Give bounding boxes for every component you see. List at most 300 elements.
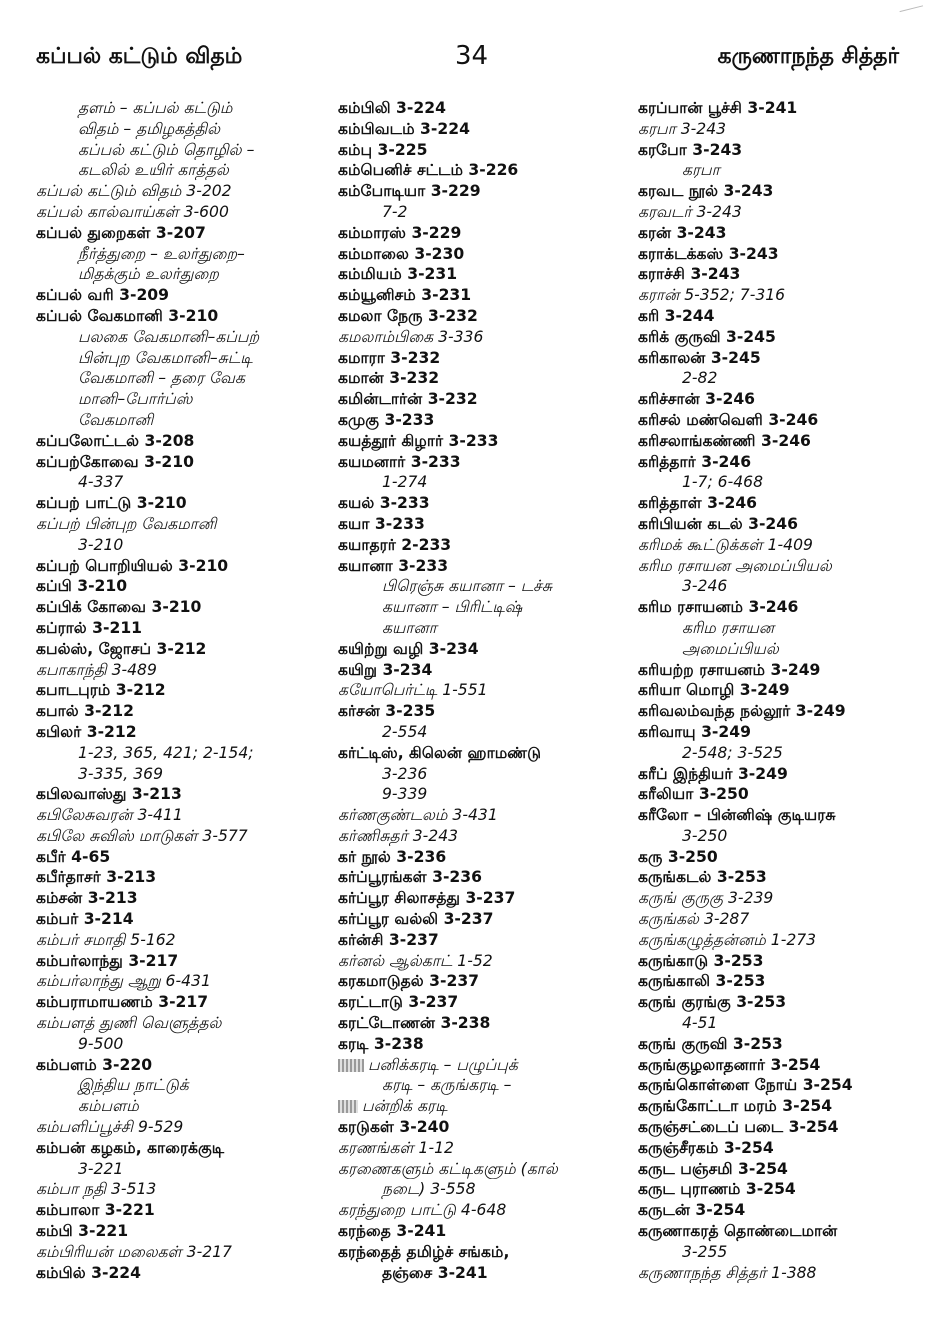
- index-entry: [638, 847, 938, 868]
- index-entry: [638, 389, 938, 410]
- index-entry: [36, 1263, 336, 1284]
- index-entry-text: கருட பஞ்சமி 3-254: [638, 1159, 788, 1178]
- index-entry: [36, 1242, 336, 1263]
- index-entry: [638, 223, 938, 244]
- index-entry-text: கபிலே சுவிஸ் மாடுகள் 3-577: [36, 826, 248, 845]
- index-entry-text: கம்போடியா 3-229: [338, 182, 481, 201]
- index-entry: [338, 452, 638, 473]
- index-entry-text: கம்பராமாயணம் 3-217: [36, 993, 209, 1012]
- index-entry-text: கம்பா நதி 3-513: [36, 1180, 157, 1199]
- index-entry-text: 7-2: [382, 202, 408, 221]
- index-entry-text: கர்ன்சி 3-237: [338, 930, 439, 949]
- index-entry-text: கம்பர் 3-214: [36, 910, 134, 929]
- index-entry-text: கரவட நூல் 3-243: [638, 182, 774, 201]
- index-entry-text: கரடி – கருங்கரடி –: [382, 1076, 512, 1095]
- index-entry: [638, 784, 938, 805]
- index-entry-text: கரகமாடுதல் 3-237: [338, 972, 480, 991]
- index-entry-text: கர்ப்பூர சிலாசத்து 3-237: [338, 889, 516, 908]
- index-entry: [338, 971, 638, 992]
- index-entry: [36, 576, 336, 597]
- index-entry-text: கருங்காலி 3-253: [638, 972, 766, 991]
- index-entry: [36, 431, 336, 452]
- index-entry: [338, 368, 638, 389]
- index-entry-text: தஞ்சை 3-241: [382, 1263, 488, 1282]
- index-entry-text: கமலாம்பிகை 3-336: [338, 327, 484, 346]
- index-entry: [638, 160, 938, 181]
- index-entry-text: 3-250: [682, 826, 728, 845]
- index-entry-text: கபீர்தாசர் 3-213: [36, 868, 157, 887]
- index-entry-text: 2-554: [382, 722, 428, 741]
- index-entry-text: கரிகாலன் 3-245: [638, 348, 761, 367]
- index-entry-text: கம்பளிப்பூச்சி 9-529: [36, 1118, 184, 1137]
- index-entry-text: கம்யூனிசம் 3-231: [338, 286, 472, 305]
- index-entry-text: கபிலர் 3-212: [36, 722, 137, 741]
- index-entry-text: கரபா: [682, 161, 720, 180]
- index-entry-text: கரி 3-244: [638, 306, 715, 325]
- index-entry: [638, 556, 938, 577]
- index-entry-text: கப்பல் கால்வாய்கள் 3-600: [36, 202, 229, 221]
- index-entry: [338, 306, 638, 327]
- index-entry: [36, 639, 336, 660]
- index-entry: [36, 160, 336, 181]
- page-header: [0, 0, 939, 90]
- index-entry-text: பனிக்கரடி – பழுப்புக்: [368, 1055, 518, 1074]
- index-entry: [338, 535, 638, 556]
- index-entry-text: கருங் குருவி 3-253: [638, 1034, 783, 1053]
- index-entry-text: கர்ணிசுதர் 3-243: [338, 826, 459, 845]
- index-entry-text: 1-274: [382, 473, 428, 492]
- index-entry: [338, 327, 638, 348]
- index-entry-text: 1-7; 6-468: [682, 473, 763, 492]
- index-entry-text: கரித்தாள் 3-246: [638, 494, 758, 513]
- index-entry: [338, 992, 638, 1013]
- index-entry-text: கரபா 3-243: [638, 119, 727, 138]
- index-entry-text: கம்பிரியன் மலைகள் 3-217: [36, 1242, 232, 1261]
- index-entry-text: தளம் – கப்பல் கட்டும்: [78, 99, 233, 117]
- index-entry: [338, 202, 638, 223]
- index-entry: [638, 1096, 938, 1117]
- index-entry-text: கம்மாரஸ் 3-229: [338, 223, 462, 242]
- index-entry: [338, 597, 638, 618]
- index-entry-text: கரான் 5-352; 7-316: [638, 286, 786, 305]
- index-entry: [638, 1055, 938, 1076]
- index-entry: [36, 348, 336, 369]
- index-entry-text: பிரெஞ்சு கயானா – டச்சு: [382, 577, 552, 596]
- index-entry-text: கப்பலோட்டல் 3-208: [36, 431, 195, 450]
- index-entry-text: கர்ப்பூர வல்லி 3-237: [338, 910, 494, 929]
- index-entry-text: கயாதரர் 2-233: [338, 535, 452, 554]
- index-entry: [638, 264, 938, 285]
- index-entry: [638, 431, 938, 452]
- index-entry: [338, 1221, 638, 1242]
- index-entry-text: கருடன் 3-254: [638, 1201, 746, 1220]
- index-entry-text: கயானா – பிரிட்டிஷ்: [382, 598, 523, 617]
- index-entry: [338, 1138, 638, 1159]
- index-entry: [638, 888, 938, 909]
- index-entry: [638, 618, 938, 639]
- index-entry-text: வேகமானி: [78, 410, 154, 429]
- index-entry: [638, 660, 938, 681]
- index-entry-text: அமைப்பியல்: [682, 639, 779, 658]
- index-entry: [638, 1179, 938, 1200]
- index-entry: [36, 847, 336, 868]
- running-head-left: கப்பல் கட்டும் விதம்: [36, 44, 243, 69]
- index-entry: [36, 452, 336, 473]
- index-entry-text: மானி–போர்ப்ஸ்: [78, 390, 193, 409]
- index-entry-text: கரிவலம்வந்த நல்லூர் 3-249: [638, 702, 846, 721]
- index-entry-text: கரிக் குருவி 3-245: [638, 327, 776, 346]
- index-entry: [638, 722, 938, 743]
- index-entry: [638, 306, 938, 327]
- index-entry: [338, 951, 638, 972]
- index-entry: [638, 140, 938, 161]
- index-entry: [638, 1159, 938, 1180]
- index-entry: [338, 1055, 638, 1076]
- index-entry: [638, 119, 938, 140]
- index-entry: [638, 493, 938, 514]
- index-entry-text: கரப்பான் பூச்சி 3-241: [638, 99, 798, 117]
- index-entry-text: கம்பளத் துணி வெளுத்தல்: [36, 1014, 222, 1033]
- index-entry-text: கரட்டாடு 3-237: [338, 993, 459, 1012]
- index-entry: [338, 1200, 638, 1221]
- index-entry: [638, 826, 938, 847]
- index-entry: [36, 1138, 336, 1159]
- index-entry-text: கரிவாயு 3-249: [638, 722, 751, 741]
- index-entry-text: கப்பல் கட்டும் விதம் 3-202: [36, 182, 232, 201]
- index-entry: [36, 264, 336, 285]
- index-entry-text: கராச்சி 3-243: [638, 265, 741, 284]
- index-entry: [36, 743, 336, 764]
- index-entry-text: 3-210: [78, 535, 124, 554]
- index-entry-text: கரட்டோணன் 3-238: [338, 1014, 491, 1033]
- index-entry-text: 3-246: [682, 577, 728, 596]
- index-entry-text: கமாரா 3-232: [338, 348, 441, 367]
- index-entry: [36, 368, 336, 389]
- index-entry-text: கம்பு 3-225: [338, 140, 428, 159]
- index-entry: [36, 181, 336, 202]
- index-entry: [338, 410, 638, 431]
- index-entry: [338, 909, 638, 930]
- index-entry: [338, 514, 638, 535]
- index-entry: [36, 971, 336, 992]
- index-entry-text: கர் நூல் 3-236: [338, 847, 447, 866]
- index-entry-text: கபாடபுரம் 3-212: [36, 681, 166, 700]
- index-entry-text: கரபோ 3-243: [638, 140, 743, 159]
- index-entry: [338, 160, 638, 181]
- index-entry-text: கப்பற்கோவை 3-210: [36, 452, 194, 471]
- index-entry-text: கம்பிவடம் 3-224: [338, 119, 470, 138]
- index-entry-text: பலகை வேகமானி–கப்பற்: [78, 327, 260, 346]
- index-entry-text: கருங்கடல் 3-253: [638, 868, 767, 887]
- index-entry: [338, 1179, 638, 1200]
- index-entry-text: கரவடர் 3-243: [638, 202, 742, 221]
- index-entry-text: கரிசல் மண்வெளி 3-246: [638, 410, 819, 429]
- index-entry-text: கருங் குரங்கு 3-253: [638, 993, 787, 1012]
- index-entry-text: கரீலியா 3-250: [638, 785, 749, 804]
- index-entry: [338, 556, 638, 577]
- index-entry-text: கமலா நேரு 3-232: [338, 306, 478, 325]
- index-entry: [36, 930, 336, 951]
- index-entry: [338, 680, 638, 701]
- index-entry-text: கரன் 3-243: [638, 223, 727, 242]
- index-entry: [638, 514, 938, 535]
- index-column-2: [338, 98, 638, 1283]
- index-entry-text: கம்சன் 3-213: [36, 889, 138, 908]
- index-entry-text: கயோபெர்ட்டி 1-551: [338, 681, 488, 700]
- index-entry: [36, 826, 336, 847]
- index-entry: [36, 784, 336, 805]
- index-entry: [638, 1075, 938, 1096]
- index-entry: [36, 535, 336, 556]
- index-entry-text: கப்பி 3-210: [36, 577, 128, 596]
- index-entry: [638, 1138, 938, 1159]
- index-entry: [638, 1200, 938, 1221]
- index-entry: [36, 618, 336, 639]
- index-entry-text: பின்புற வேகமானி–சுட்டி: [78, 348, 253, 367]
- index-entry: [338, 244, 638, 265]
- index-entry: [638, 202, 938, 223]
- index-entry-text: 9-500: [78, 1034, 124, 1053]
- index-column-3: [638, 98, 938, 1283]
- index-entry-text: கரடி 3-238: [338, 1034, 424, 1053]
- index-entry: [36, 244, 336, 265]
- index-entry-text: கருணாகரத் தொண்டைமான்: [638, 1222, 838, 1241]
- index-entry-text: கரீப் இந்தியர் 3-249: [638, 764, 788, 783]
- index-entry: [338, 1242, 638, 1263]
- index-entry: [338, 1034, 638, 1055]
- index-entry-text: கரிபியன் கடல் 3-246: [638, 514, 798, 533]
- index-entry: [638, 535, 938, 556]
- index-entry-text: 9-339: [382, 785, 428, 804]
- index-entry: [638, 1263, 938, 1284]
- index-entry: [338, 348, 638, 369]
- index-entry: [338, 930, 638, 951]
- index-entry: [36, 1179, 336, 1200]
- index-entry-text: கம்பளம்: [78, 1097, 139, 1116]
- index-entry-text: கர்னல் ஆல்காட் 1-52: [338, 951, 493, 970]
- index-entry: [36, 909, 336, 930]
- index-entry: [338, 493, 638, 514]
- index-entry-text: கமுகு 3-233: [338, 410, 435, 429]
- index-entry: [638, 452, 938, 473]
- index-entry: [638, 1034, 938, 1055]
- index-entry-text: 3-221: [78, 1159, 124, 1178]
- index-entry: [338, 701, 638, 722]
- index-entry-text: கயமனார் 3-233: [338, 452, 461, 471]
- index-entry: [338, 847, 638, 868]
- index-entry-text: கப்பற் பாட்டு 3-210: [36, 494, 187, 513]
- index-entry-text: 1-23, 365, 421; 2-154;: [78, 743, 254, 762]
- index-entry: [36, 1200, 336, 1221]
- index-entry-text: கம்பளம் 3-220: [36, 1055, 153, 1074]
- index-entry: [36, 992, 336, 1013]
- index-entry-text: 4-337: [78, 473, 124, 492]
- index-entry: [36, 888, 336, 909]
- index-entry: [36, 1013, 336, 1034]
- index-entry-text: கப்பற் பொறியியல் 3-210: [36, 556, 229, 575]
- index-entry-text: கபல்ஸ், ஜோசப் 3-212: [36, 639, 207, 658]
- index-entry: [338, 764, 638, 785]
- index-entry: [36, 327, 336, 348]
- index-entry: [338, 722, 638, 743]
- index-entry: [638, 1013, 938, 1034]
- index-entry: [36, 285, 336, 306]
- index-entry-text: கரிமக் கூட்டுக்கள் 1-409: [638, 535, 813, 554]
- index-entry: [638, 701, 938, 722]
- index-entry-text: மிதக்கும் உலர்துறை: [78, 265, 219, 284]
- index-entry: [338, 181, 638, 202]
- index-entry-text: கயிற்று வழி 3-234: [338, 639, 479, 658]
- index-entry: [338, 1075, 638, 1096]
- index-entry-text: கப்பல் வரி 3-209: [36, 286, 170, 305]
- index-entry: [638, 992, 938, 1013]
- index-entry: [338, 1096, 638, 1117]
- index-entry-text: கருட புராணம் 3-254: [638, 1180, 796, 1199]
- index-entry: [36, 140, 336, 161]
- index-entry-text: கயல் 3-233: [338, 494, 430, 513]
- index-entry-text: கப்பற் பின்புற வேகமானி: [36, 514, 217, 533]
- index-entry-text: கம்பிலி 3-224: [338, 99, 446, 117]
- index-entry: [36, 1221, 336, 1242]
- index-entry: [638, 1117, 938, 1138]
- index-entry: [36, 1055, 336, 1076]
- index-entry-text: கருங்கொள்ளை நோய் 3-254: [638, 1076, 853, 1095]
- index-entry-text: கரிம ரசாயனம் 3-246: [638, 598, 799, 617]
- index-entry-text: கம்பாலா 3-221: [36, 1201, 155, 1220]
- index-entry: [338, 1013, 638, 1034]
- index-entry: [638, 472, 938, 493]
- index-entry: [638, 680, 938, 701]
- index-entry: [638, 368, 938, 389]
- index-entry: [36, 1034, 336, 1055]
- running-head-right: கருணாநந்த சித்தர்: [717, 44, 899, 69]
- index-entry: [638, 639, 938, 660]
- index-entry: [36, 597, 336, 618]
- index-entry-text: கம்மியம் 3-231: [338, 265, 458, 284]
- index-column-1: [36, 98, 336, 1283]
- index-entry: [338, 389, 638, 410]
- index-entry-text: கருஞ்சட்டைப் படை 3-254: [638, 1118, 839, 1137]
- page-number: 34: [455, 41, 489, 71]
- index-entry-text: நீர்த்துறை – உலர்துறை–: [78, 244, 245, 263]
- index-entry-text: 3-236: [382, 764, 428, 783]
- index-entry: [638, 244, 938, 265]
- index-entry-text: கருங்கோட்டா மரம் 3-254: [638, 1097, 833, 1116]
- index-entry: [638, 951, 938, 972]
- index-entry: [36, 514, 336, 535]
- index-entry-text: கர்ப்பூரங்கள் 3-236: [338, 868, 482, 887]
- index-entry: [338, 140, 638, 161]
- index-entry: [338, 1117, 638, 1138]
- index-entry: [638, 576, 938, 597]
- index-entry: [338, 826, 638, 847]
- index-entry: [36, 98, 336, 119]
- index-entry: [36, 867, 336, 888]
- index-entry-text: கரடுகள் 3-240: [338, 1118, 450, 1137]
- index-entry-text: கரிம ரசாயன அமைப்பியல்: [638, 556, 832, 575]
- index-entry-text: கம்பர் சமாதி 5-162: [36, 930, 176, 949]
- index-entry-text: கபிலேசுவரன் 3-411: [36, 806, 183, 825]
- index-entry-text: இந்திய நாட்டுக்: [78, 1076, 189, 1095]
- index-entry: [638, 805, 938, 826]
- index-entry-text: கரணைகளும் கட்டிகளும் (கால்: [338, 1159, 558, 1178]
- index-entry-text: கம்பில் 3-224: [36, 1263, 141, 1282]
- index-entry-text: கருஞ்சீரகம் 3-254: [638, 1138, 774, 1157]
- index-entry: [36, 1159, 336, 1180]
- index-entry: [36, 306, 336, 327]
- index-entry: [36, 223, 336, 244]
- index-entry: [638, 181, 938, 202]
- index-entry-text: கருங்குழலாதனார் 3-254: [638, 1055, 821, 1074]
- index-entry-text: கடலில் உயிர் காத்தல்: [78, 161, 229, 180]
- index-entry: [338, 784, 638, 805]
- index-entry-text: நடை) 3-558: [382, 1180, 476, 1199]
- index-entry: [36, 1117, 336, 1138]
- index-entry-text: கப்பல் வேகமானி 3-210: [36, 306, 219, 325]
- index-entry-text: கயானா 3-233: [338, 556, 449, 575]
- index-entry-text: கயிறு 3-234: [338, 660, 433, 679]
- index-entry: [338, 119, 638, 140]
- index-entry-text: பன்றிக் கரடி: [362, 1097, 448, 1116]
- scan-artifact-icon: [338, 1100, 358, 1113]
- index-entry-text: கர்ணகுண்டலம் 3-431: [338, 806, 498, 825]
- index-entry-text: கரணங்கள் 1-12: [338, 1138, 454, 1157]
- index-entry: [338, 867, 638, 888]
- index-entry: [638, 1221, 938, 1242]
- index-entry: [338, 1263, 638, 1284]
- index-entry-text: கபிலவாஸ்து 3-213: [36, 785, 182, 804]
- index-entry-text: கரியா மொழி 3-249: [638, 681, 790, 700]
- index-entry: [36, 701, 336, 722]
- index-entry: [36, 389, 336, 410]
- index-entry-text: கரித்தார் 3-246: [638, 452, 752, 471]
- index-entry-text: கயானா: [382, 618, 437, 637]
- index-entry: [36, 680, 336, 701]
- index-entry: [338, 264, 638, 285]
- index-entry: [338, 98, 638, 119]
- index-entry: [638, 410, 938, 431]
- index-entry-text: கம்மாலை 3-230: [338, 244, 465, 263]
- index-entry-text: கப்பிக் கோவை 3-210: [36, 598, 202, 617]
- index-entry-text: கப்ரால் 3-211: [36, 618, 143, 637]
- index-entry-text: கரிச்சான் 3-246: [638, 390, 756, 409]
- index-entry-text: கமின்டார்ன் 3-232: [338, 390, 478, 409]
- index-entry-text: விதம் – தமிழகத்தில்: [78, 119, 221, 138]
- index-entry-text: கரிம ரசாயன: [682, 618, 775, 637]
- index-entry: [338, 576, 638, 597]
- index-entry: [338, 223, 638, 244]
- index-entry-text: 3-335, 369: [78, 764, 163, 783]
- index-entry: [338, 805, 638, 826]
- index-entry-text: 2-82: [682, 369, 718, 388]
- index-entry: [338, 1159, 638, 1180]
- index-entry: [638, 1242, 938, 1263]
- index-entry: [36, 410, 336, 431]
- index-entry-text: கபாகாந்தி 3-489: [36, 660, 157, 679]
- index-entry: [338, 743, 638, 764]
- index-entry-text: கப்பல் கட்டும் தொழில் –: [78, 140, 255, 159]
- index-entry: [36, 556, 336, 577]
- index-entry-text: கரந்தை 3-241: [338, 1222, 447, 1241]
- index-entry: [638, 597, 938, 618]
- index-entry-text: கருணாநந்த சித்தர் 1-388: [638, 1263, 817, 1282]
- index-entry: [338, 660, 638, 681]
- index-entry: [338, 431, 638, 452]
- index-entry-text: கப்பல் துறைகள் 3-207: [36, 223, 206, 242]
- index-entry: [338, 888, 638, 909]
- index-entry: [36, 1075, 336, 1096]
- index-entry: [638, 348, 938, 369]
